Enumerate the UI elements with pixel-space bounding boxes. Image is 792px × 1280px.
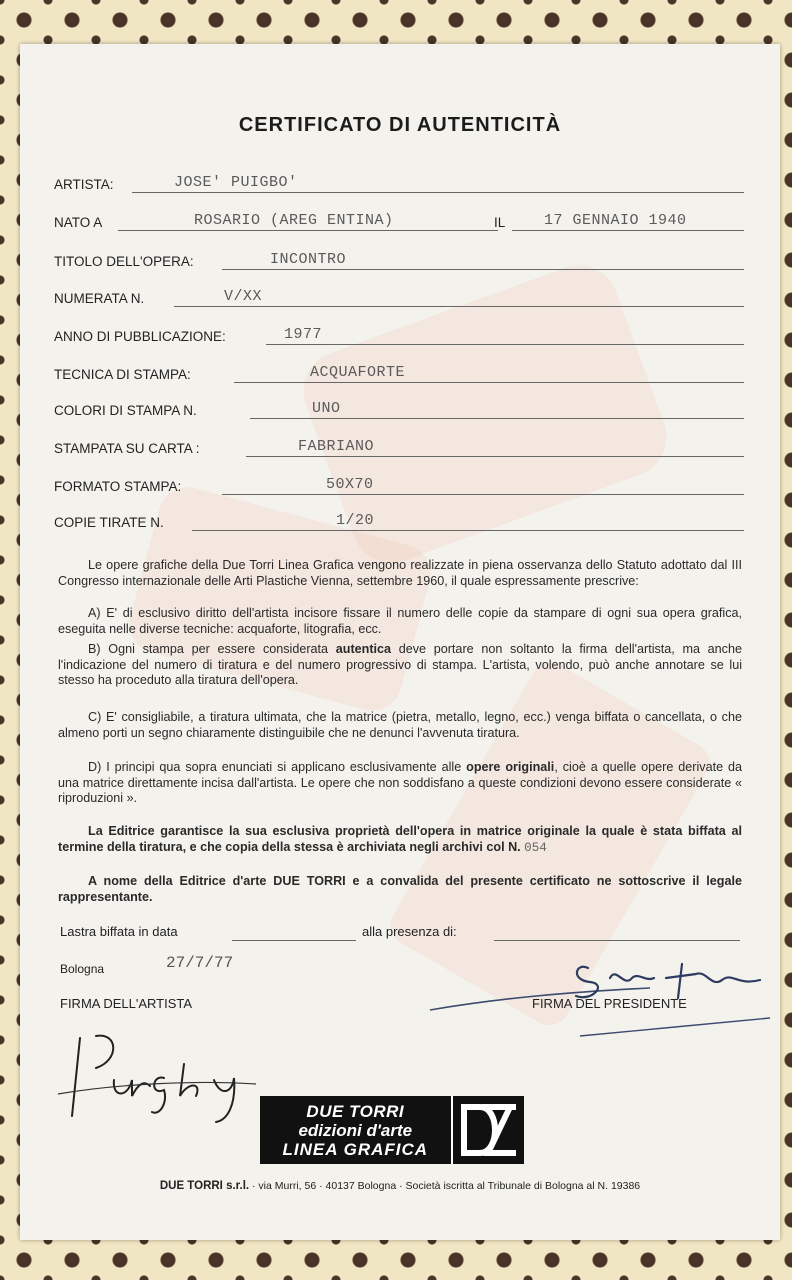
footer-company: DUE TORRI s.r.l. [159,1180,250,1192]
field-line [192,530,744,531]
editrice-paragraph [58,824,742,856]
field-titolo [54,245,744,273]
field-value: INCONTRO [270,251,347,268]
artist-signature [56,1024,286,1134]
field-line [174,306,744,307]
field-label: ANNO DI PUBBLICAZIONE: [54,329,226,344]
convalida-paragraph: A nome della Editrice d'arte DUE TORRI e a convalida del presente certificato ne sottoscrive il legale rappresentante. [58,874,742,904]
field-line [246,456,744,457]
rule-b-text-end: deve portare non soltanto la firma dell'artista, ma anche l'indicazione del numero di tiratura e del numero progressivo di stampa. L'artista, volendo, può anche annotare se lui stesso ha proceduto alla tiratura dell'opera. [58,642,742,687]
certificate-title: CERTIFICATO DI AUTENTICITÀ [238,114,562,136]
rule-d-text-end: , cioè a quelle opere derivate da una matrice direttamente incisa dall'artista. Le opere che non soddisfano a queste condizioni devono essere considerate « riproduzioni ». [58,760,743,805]
field-value: ACQUAFORTE [310,364,406,381]
presenza-line [494,940,740,941]
field-value: UNO [312,400,341,417]
rule-b-bold: autentica [335,642,392,656]
field-carta [54,432,744,460]
rule-b-text: B) Ogni stampa per essere considerata [88,642,336,656]
field-label: TITOLO DELL'OPERA: [54,254,194,269]
field-line [512,230,744,231]
field-value: FABRIANO [298,438,375,455]
lastra-line [232,940,356,941]
field-tecnica [54,358,744,386]
field-value-date: 17 GENNAIO 1940 [544,212,687,229]
bologna-date: 27/7/77 [166,954,234,972]
field-line [234,382,744,383]
editrice-text: La Editrice garantisce la sua esclusiva proprietà dell'opera in matrice originale la quale è stata biffata al termine della tiratura, e che copia della stessa è archiviata negli archivi col N. [58,824,742,854]
rule-d-text: D) I principi qua sopra enunciati si applicano esclusivamente alle [88,760,467,774]
field-label: COLORI DI STAMPA N. [54,403,197,418]
footer-address: · via Murri, 56 · 40137 Bologna · Società iscritta al Tribunale di Bologna al N. 19386 [249,1180,641,1192]
presenza-label: alla presenza di: [362,924,457,939]
field-line [132,192,744,193]
field-label: ARTISTA: [54,177,114,192]
dt-monogram-icon [451,1096,524,1164]
due-torri-logo [260,1096,524,1164]
lastra-label: Lastra biffata in data [60,924,178,939]
rule-b-paragraph [58,642,742,689]
president-signature [420,944,770,1044]
field-formato [54,470,744,498]
field-label: STAMPATA SU CARTA : [54,441,200,456]
archive-number: 054 [524,840,547,855]
field-line [250,418,744,419]
footer [20,1180,780,1192]
field-anno [54,320,744,348]
field-value: 1/20 [336,512,375,529]
bologna-label: Bologna [60,962,105,976]
field-label: NUMERATA N. [54,291,145,306]
certificate-sheet [20,44,780,1240]
field-value: V/XX [224,288,263,305]
field-colori [54,394,744,422]
field-numerata [54,282,744,310]
field-nato-a [54,206,744,234]
firma-artista-label: FIRMA DELL'ARTISTA [60,996,193,1011]
field-value: 1977 [284,326,323,343]
field-line [222,269,744,270]
field-artista [54,168,744,196]
field-label: TECNICA DI STAMPA: [54,367,191,382]
field-value: JOSE' PUIGBO' [174,174,298,191]
firma-presidente-label: FIRMA DEL PRESIDENTE [532,996,687,1011]
logo-line-1: DUE TORRI [306,1101,405,1121]
logo-text [260,1096,451,1164]
rule-d-bold: opere originali [466,760,555,774]
rule-a-paragraph: A) E' di esclusivo diritto dell'artista incisore fissare il numero delle copie da stampare di ogni sua opera grafica, eseguita nelle diverse tecniche: acquaforte, litografia, ecc. [58,606,742,636]
logo-line-3: LINEA GRAFICA [282,1139,429,1159]
field-label-il: IL [494,215,506,230]
field-value: ROSARIO (AREG ENTINA) [194,212,394,229]
field-line [266,344,744,345]
logo-line-2: edizioni d'arte [298,1120,413,1140]
field-label: NATO A [54,215,103,230]
field-label: COPIE TIRATE N. [54,515,164,530]
field-copie [54,506,744,534]
field-value: 50X70 [326,476,374,493]
rule-c-paragraph: C) E' consigliabile, a tiratura ultimata, che la matrice (pietra, metallo, legno, ecc.) venga biffata o cancellata, o che almeno porti un segno chiaramente distinguibile che ne denunci l'avvenuta tiratura. [58,710,742,740]
field-label: FORMATO STAMPA: [54,479,182,494]
field-line [222,494,744,495]
intro-paragraph: Le opere grafiche della Due Torri Linea Grafica vengono realizzate in piena osservanza dello Statuto adottato dal III Congresso internazionale delle Arti Plastiche Vienna, settembre 1960, il quale espressamente prescrive: [58,558,742,588]
field-line [118,230,498,231]
rule-d-paragraph [58,760,742,807]
